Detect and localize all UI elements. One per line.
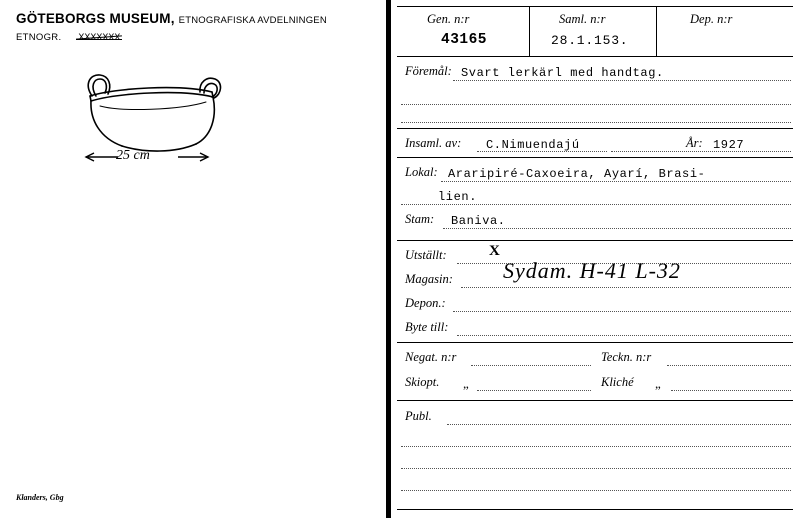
scale-label: 25 cm (116, 148, 150, 163)
form-rule-foremal-bottom (397, 128, 793, 129)
foremal-label: Föremål: (405, 64, 452, 78)
foremal-dotline-3 (401, 122, 791, 123)
teckn-label: Teckn. n:r (601, 350, 652, 364)
teckn-dotline (667, 365, 791, 366)
vessel-drawing-svg (60, 58, 260, 158)
lokal-value: Araripiré-Caxoeira, Ayarí, Brasi- (448, 167, 706, 181)
magasin-dotline (461, 287, 791, 288)
magasin-label: Magasin: (405, 272, 453, 286)
lokal-value-cont: lien. (438, 190, 478, 204)
skiopt-ditto: „ (463, 376, 469, 391)
dep-nr-label: Dep. n:r (690, 12, 733, 26)
byte-label: Byte till: (405, 320, 449, 334)
magasin-value: Sydam. H-41 L-32 (503, 258, 681, 283)
form-rule-header-bottom (397, 56, 793, 57)
subdepartment-label: ETNOGR. (16, 32, 62, 43)
subdepartment-struck-text: XXXXXXX (78, 33, 121, 44)
lokal-dotline-2 (401, 204, 791, 205)
kliche-ditto: „ (655, 376, 661, 391)
stam-dotline (443, 228, 791, 229)
negat-dotline (471, 365, 591, 366)
publ-label: Publ. (405, 409, 432, 423)
depon-dotline (453, 311, 791, 312)
insaml-label: Insaml. av: (405, 136, 462, 150)
header-divider-1 (529, 6, 530, 56)
byte-dotline (457, 335, 791, 336)
subdepartment-row (16, 32, 120, 44)
publ-dotline-4 (401, 490, 791, 491)
skiopt-dotline (477, 390, 591, 391)
publ-dotline-1 (447, 424, 791, 425)
insaml-dotline (477, 151, 607, 152)
insaml-value: C.Nimuendajú (486, 138, 580, 152)
kliche-label: Kliché (601, 375, 634, 389)
foremal-value: Svart lerkärl med handtag. (461, 66, 664, 80)
form-rule-byte-bottom (397, 342, 793, 343)
utstallt-value: X (489, 243, 500, 259)
ar-value: 1927 (713, 138, 745, 152)
foremal-dotline-1 (453, 80, 791, 81)
card-form-panel (391, 0, 800, 518)
ar-dotline (611, 151, 791, 152)
ar-label: År: (686, 136, 703, 150)
header-divider-2 (656, 6, 657, 56)
negat-label: Negat. n:r (405, 350, 457, 364)
stam-value: Baniva. (451, 214, 506, 228)
skiopt-label: Skiopt. (405, 375, 440, 389)
lokal-dotline-1 (441, 181, 791, 182)
foremal-dotline-2 (401, 104, 791, 105)
gen-nr-label: Gen. n:r (427, 12, 470, 26)
form-rule-stam-bottom (397, 240, 793, 241)
form-rule-bottom (397, 509, 793, 510)
stam-label: Stam: (405, 212, 435, 226)
utstallt-label: Utställt: (405, 248, 447, 262)
publ-dotline-3 (401, 468, 791, 469)
vessel-drawing (60, 58, 260, 158)
depon-label: Depon.: (405, 296, 446, 310)
publ-dotline-2 (401, 446, 791, 447)
kliche-dotline (671, 390, 791, 391)
museum-header (16, 10, 327, 28)
card-left-panel (0, 0, 388, 518)
saml-nr-label: Saml. n:r (559, 12, 606, 26)
museum-department: ETNOGRAFISKA AVDELNINGEN (178, 15, 327, 26)
gen-nr-value: 43165 (441, 32, 488, 48)
printer-credit: Klanders, Gbg (16, 493, 64, 502)
museum-name: GÖTEBORGS MUSEUM, (16, 11, 175, 26)
form-rule-top (397, 6, 793, 7)
form-rule-skiopt-bottom (397, 400, 793, 401)
lokal-label: Lokal: (405, 165, 438, 179)
saml-nr-value: 28.1.153. (551, 33, 629, 48)
form-rule-insaml-bottom (397, 157, 793, 158)
